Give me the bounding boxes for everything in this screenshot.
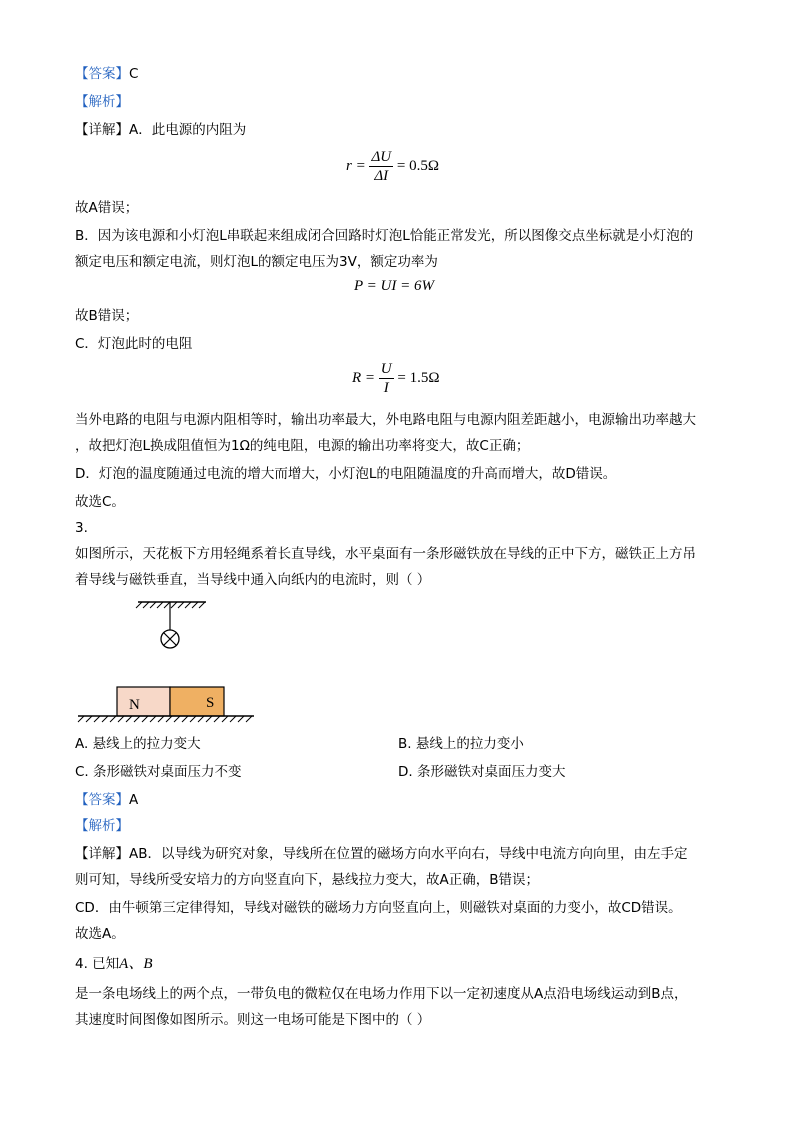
q2-answer <box>75 64 138 84</box>
north-pole-label: N <box>129 697 140 713</box>
q4-stem-1: 是一条电场线上的两个点，一带负电的微粒仅在电场力作用下以一定初速度从A点沿电场线运动到B点， <box>75 986 688 1002</box>
q4-stem-2: 其速度时间图像如图所示。则这一电场可能是下图中的（ ） <box>75 1012 431 1028</box>
q2-detail-c3: ，故把灯泡L换成阻值恒为1Ω的纯电阻，电源的输出功率将变大，故C正确； <box>75 438 530 454</box>
q2-detail-b1: B．因为该电源和小灯泡L串联起来组成闭合回路时灯泡L恰能正常发光，所以图像交点坐标就是小灯泡的 <box>75 228 694 244</box>
q3-number: 3. <box>75 520 88 536</box>
q3-detail-1: 【详解】AB．以导线为研究对象，导线所在位置的磁场方向水平向右，导线中电流方向向里，由左手定 <box>75 846 688 862</box>
formula-rhs: = 0.5Ω <box>396 157 439 174</box>
q3-detail-3: CD．由牛顿第三定律得知，导线对磁铁的磁场力方向竖直向上，则磁铁对桌面的力变小，故CD错误。 <box>75 900 682 916</box>
magnet-wire-figure <box>72 596 262 726</box>
q3-option-c: C. 条形磁铁对桌面压力不变 <box>75 764 242 780</box>
q4-prefix: 4. 已知 <box>75 956 120 972</box>
q3-option-d: D. 条形磁铁对桌面压力变大 <box>398 764 566 780</box>
q3-answer <box>75 790 138 810</box>
formula-denominator: I <box>383 380 389 396</box>
q2-analysis-tag: 【解析】 <box>75 94 129 110</box>
answer-tag: 【答案】 <box>75 792 129 808</box>
magnet-south-half <box>170 687 224 716</box>
formula-numerator: U <box>380 361 392 377</box>
ceiling <box>136 602 206 608</box>
table-surface <box>78 716 254 722</box>
formula-denominator: ΔI <box>374 168 389 184</box>
q2-choose: 故选C。 <box>75 494 125 510</box>
formula-fraction <box>379 360 394 397</box>
q2-detail-d: D．灯泡的温度随通过电流的增大而增大，小灯泡L的电阻随温度的升高而增大，故D错误。 <box>75 466 617 482</box>
formula-power: P = UI = 6W <box>354 278 434 294</box>
q2-detail-a: 【详解】A．此电源的内阻为 <box>75 122 247 138</box>
formula-internal-resistance <box>346 148 439 185</box>
formula-numerator: ΔU <box>371 149 392 165</box>
q3-analysis-tag: 【解析】 <box>75 818 129 834</box>
answer-tag: 【答案】 <box>75 66 129 82</box>
answer-value: C <box>129 66 139 82</box>
wire-current-into-page-icon <box>161 630 179 648</box>
q3-detail-2: 则可知，导线所受安培力的方向竖直向下，悬线拉力变大，故A正确，B错误； <box>75 872 539 888</box>
q2-a-conclusion: 故A错误； <box>75 200 139 216</box>
q3-stem-2: 着导线与磁铁垂直，当导线中通入向纸内的电流时，则（ ） <box>75 572 431 588</box>
formula-resistance <box>352 360 440 397</box>
formula-lhs: R = <box>352 369 376 386</box>
south-pole-label: S <box>206 695 215 711</box>
q4-heading <box>75 954 153 974</box>
q2-detail-c2: 当外电路的电阻与电源内阻相等时，输出功率最大，外电路电阻与电源内阻差距越小，电源输出功率越大 <box>75 412 696 428</box>
q2-b-conclusion: 故B错误； <box>75 308 139 324</box>
q2-detail-b2: 额定电压和额定电流，则灯泡L的额定电压为3V，额定功率为 <box>75 254 438 270</box>
bar-magnet <box>117 687 224 716</box>
answer-value: A <box>129 792 139 808</box>
q3-option-a: A. 悬线上的拉力变大 <box>75 736 201 752</box>
q3-choose: 故选A。 <box>75 926 125 942</box>
magnet-north-half <box>117 687 170 716</box>
q2-detail-c: C．灯泡此时的电阻 <box>75 336 193 352</box>
formula-fraction <box>369 148 393 185</box>
formula-rhs: = 1.5Ω <box>397 369 440 386</box>
q3-option-b: B. 悬线上的拉力变小 <box>398 736 524 752</box>
q4-points: A、B <box>119 956 153 972</box>
q3-stem-1: 如图所示，天花板下方用轻绳系着长直导线，水平桌面有一条形磁铁放在导线的正中下方，磁铁正上方吊 <box>75 546 696 562</box>
formula-lhs: r = <box>346 157 366 174</box>
